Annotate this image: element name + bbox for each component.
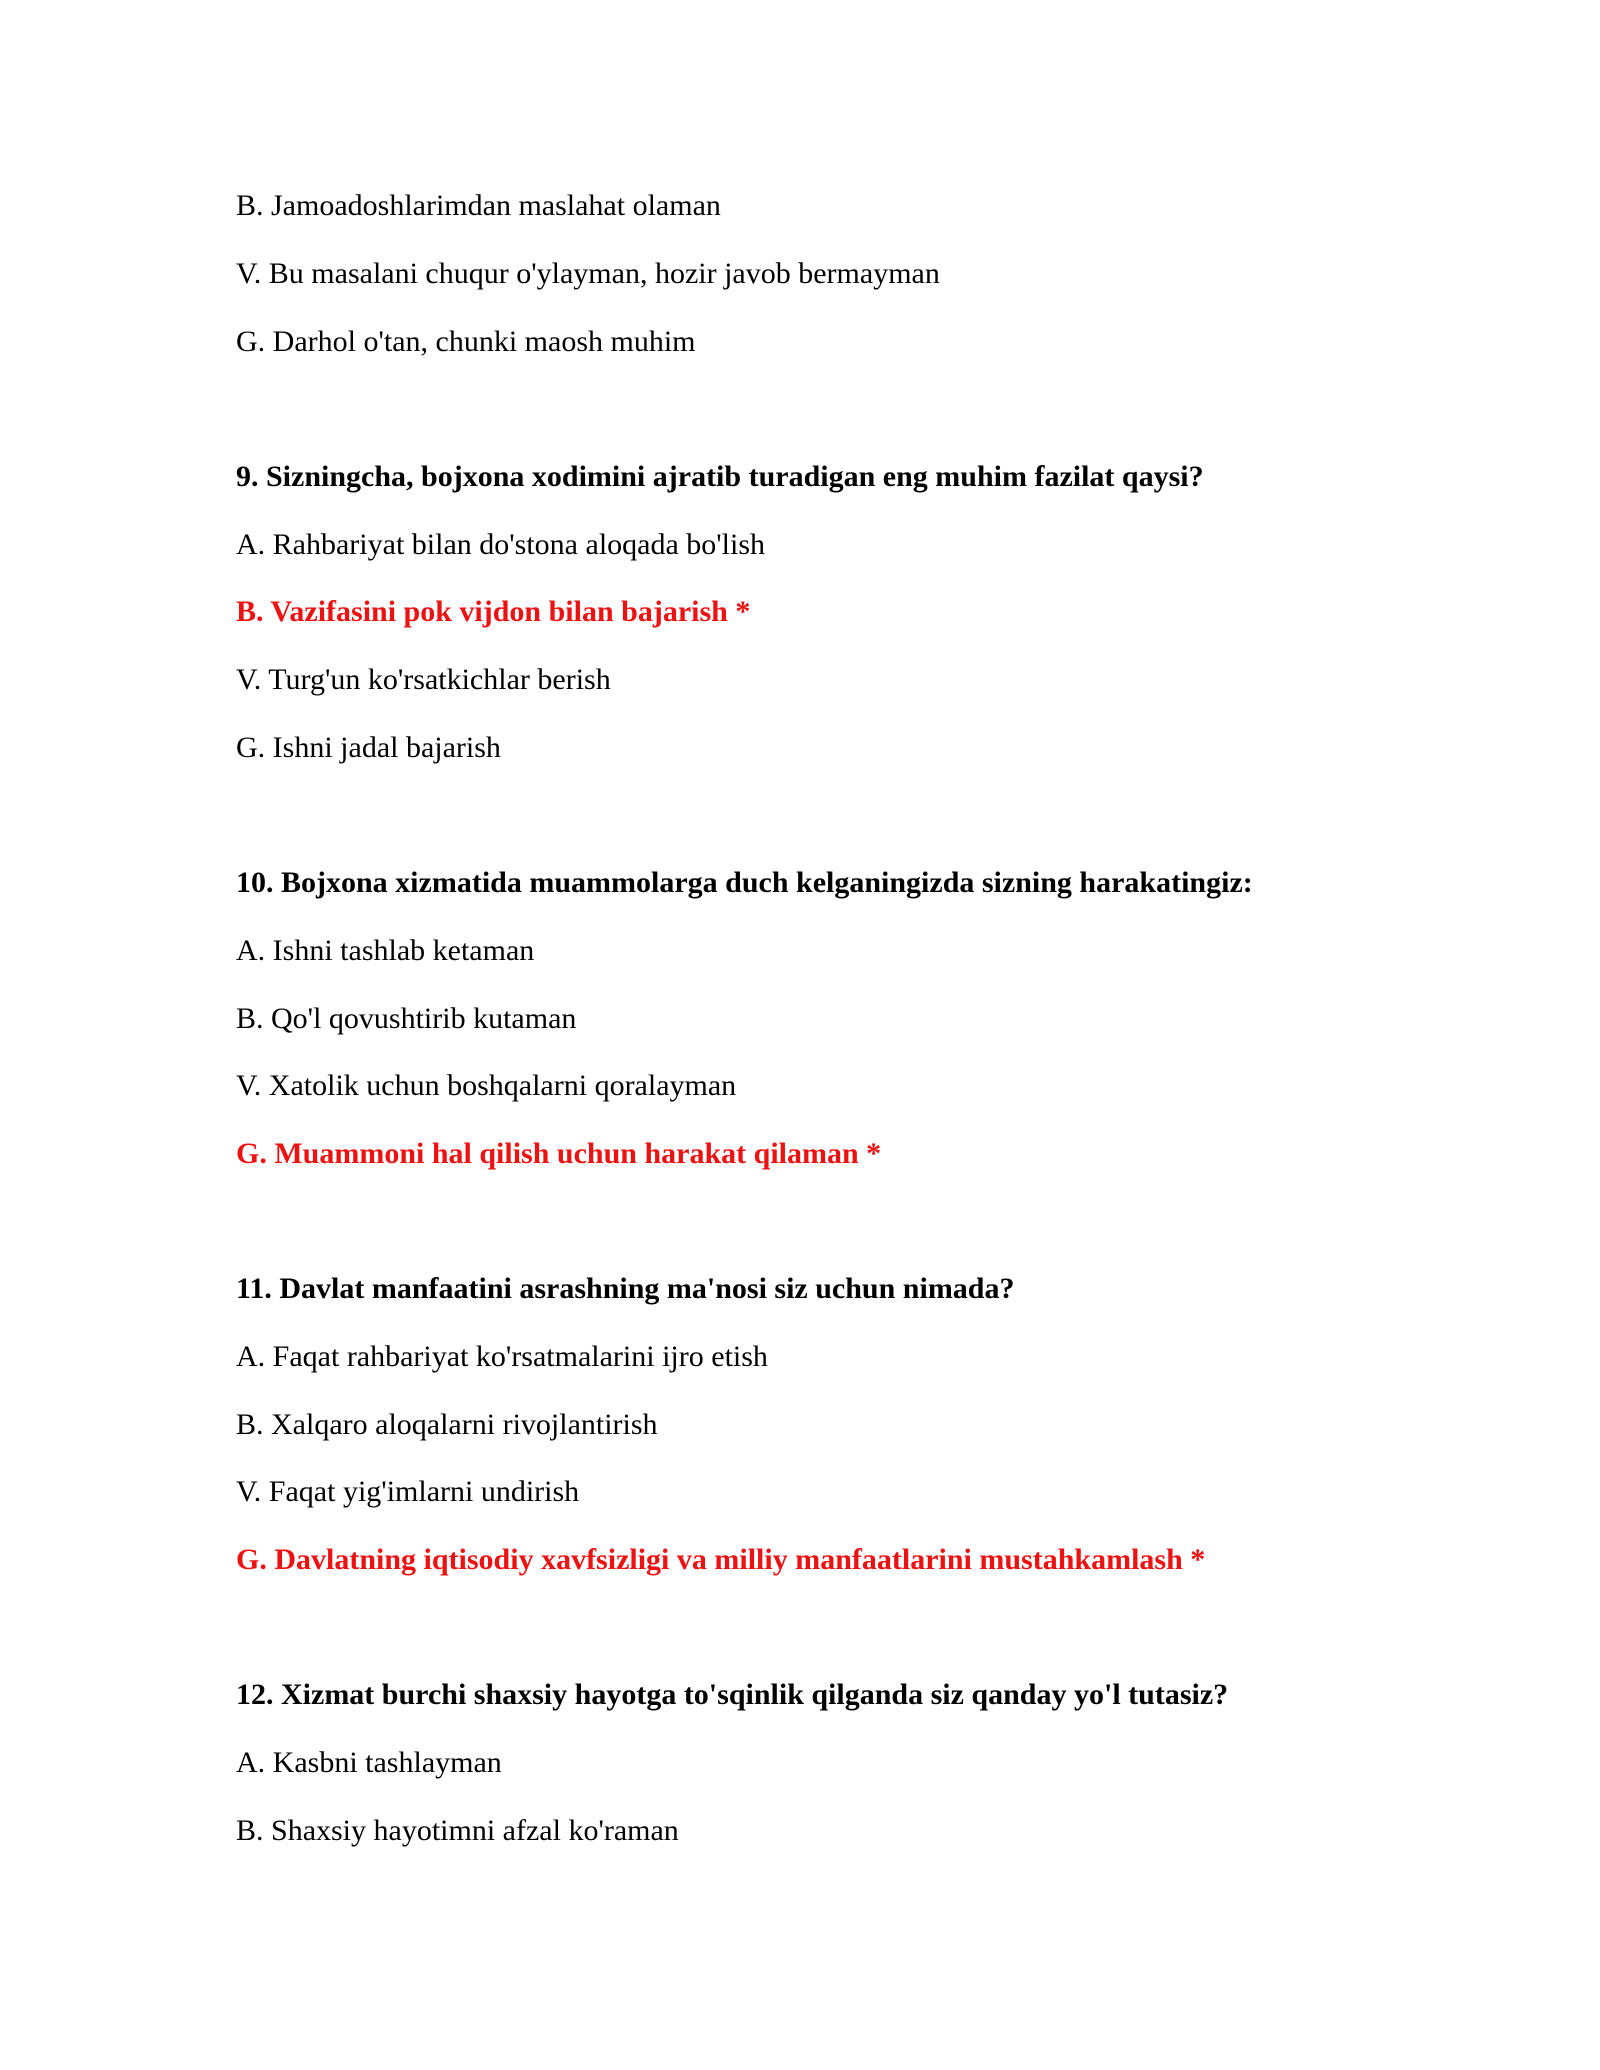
option-9-a: A. Rahbariyat bilan do'stona aloqada bo'lish: [236, 528, 766, 561]
option-9-v: V. Turg'un ko'rsatkichlar berish: [236, 663, 611, 696]
option-8-v: V. Bu masalani chuqur o'ylayman, hozir javob bermayman: [236, 257, 940, 290]
option-11-b: B. Xalqaro aloqalarni rivojlantirish: [236, 1408, 658, 1441]
option-10-a: A. Ishni tashlab ketaman: [236, 934, 535, 967]
option-8-b: B. Jamoadoshlarimdan maslahat olaman: [236, 189, 721, 222]
option-10-g-correct: G. Muammoni hal qilish uchun harakat qilaman *: [236, 1137, 882, 1170]
option-10-b: B. Qo'l qovushtirib kutaman: [236, 1002, 577, 1035]
option-10-v: V. Xatolik uchun boshqalarni qoralayman: [236, 1069, 737, 1102]
question-9: 9. Sizningcha, bojxona xodimini ajratib turadigan eng muhim fazilat qaysi?: [236, 460, 1204, 493]
option-9-b-correct: B. Vazifasini pok vijdon bilan bajarish *: [236, 595, 751, 628]
option-12-a: A. Kasbni tashlayman: [236, 1746, 502, 1779]
question-10: 10. Bojxona xizmatida muammolarga duch kelganingizda sizning harakatingiz:: [236, 866, 1253, 899]
option-12-b: B. Shaxsiy hayotimni afzal ko'raman: [236, 1814, 679, 1847]
option-8-g: G. Darhol o'tan, chunki maosh muhim: [236, 325, 696, 358]
question-11: 11. Davlat manfaatini asrashning ma'nosi siz uchun nimada?: [236, 1272, 1015, 1305]
option-11-a: A. Faqat rahbariyat ko'rsatmalarini ijro etish: [236, 1340, 768, 1373]
option-11-g-correct: G. Davlatning iqtisodiy xavfsizligi va milliy manfaatlarini mustahkamlash *: [236, 1543, 1206, 1576]
question-12: 12. Xizmat burchi shaxsiy hayotga to'sqinlik qilganda siz qanday yo'l tutasiz?: [236, 1678, 1229, 1711]
option-11-v: V. Faqat yig'imlarni undirish: [236, 1475, 580, 1508]
option-9-g: G. Ishni jadal bajarish: [236, 731, 501, 764]
